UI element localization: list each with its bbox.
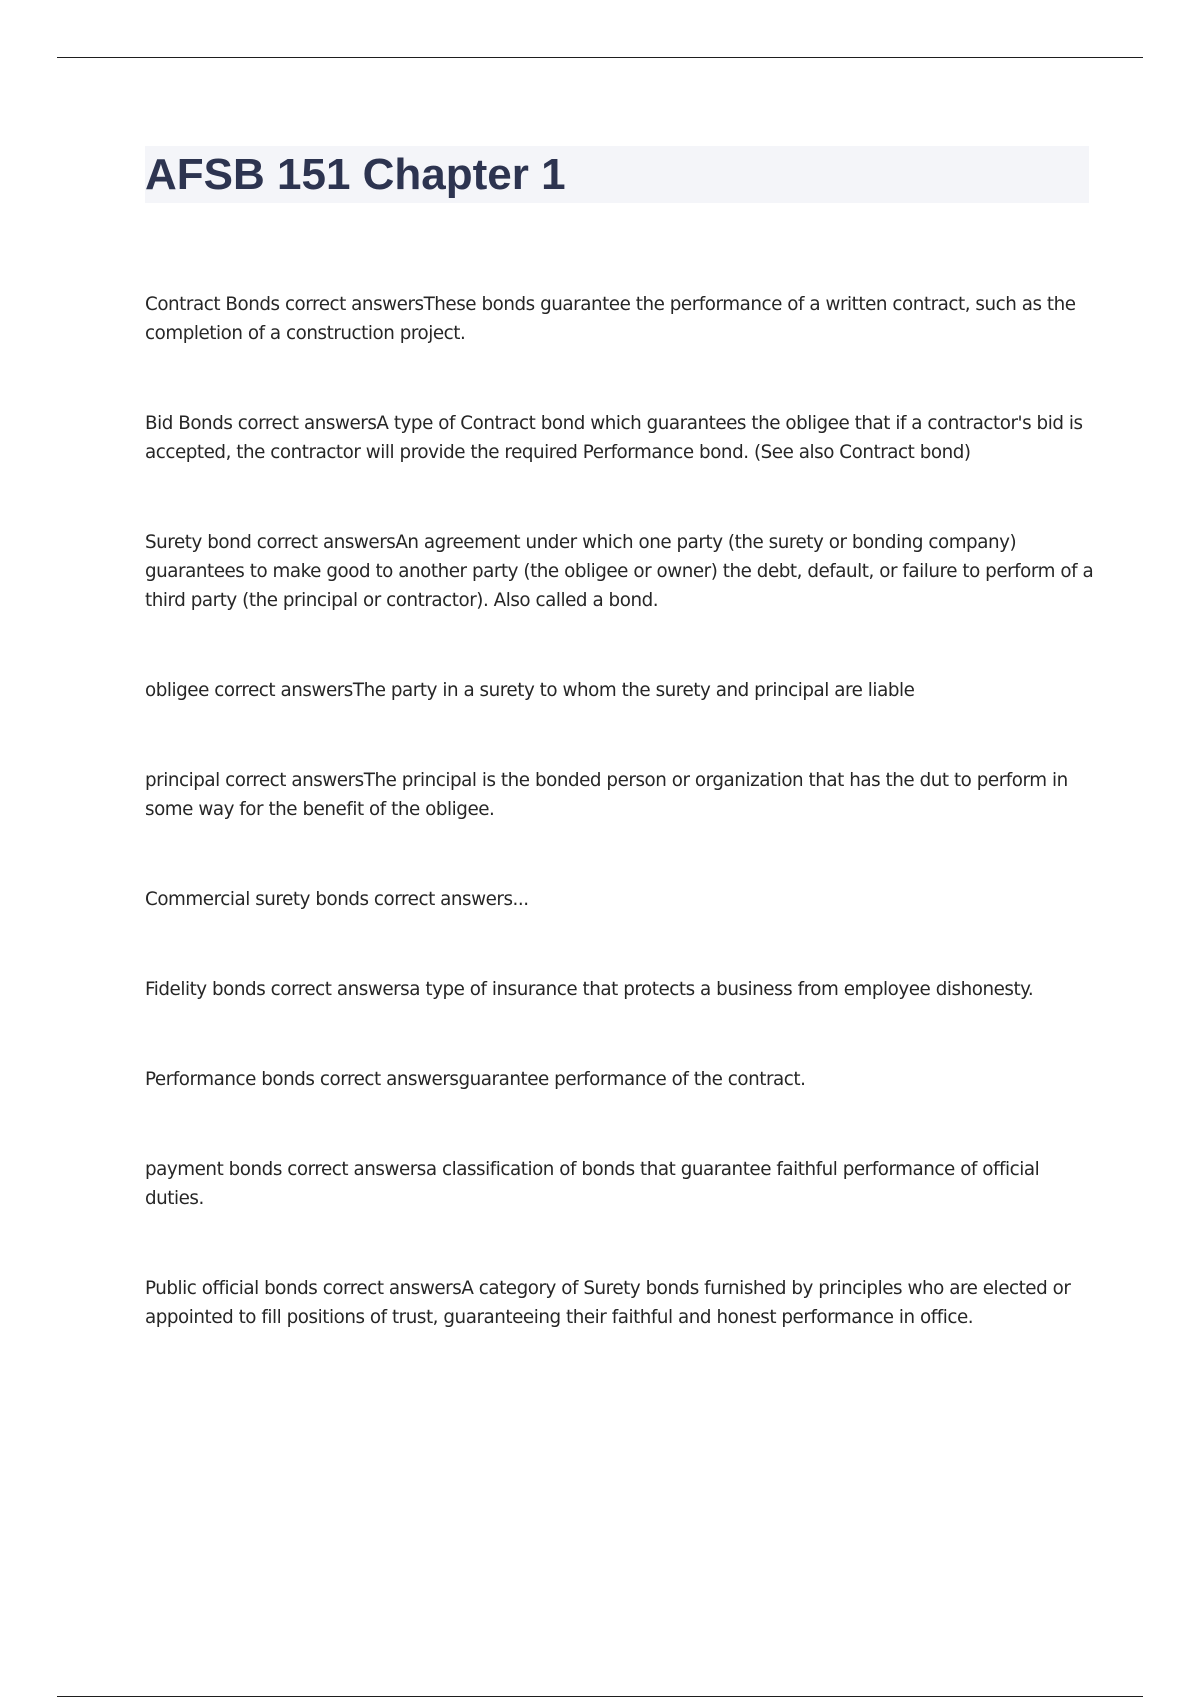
flashcard-entry-surety-bond: Surety bond correct answersAn agreement under which one party (the surety or bonding company) guarantees to make good to another party (the obligee or owner) the debt, default, or failure to perform of a third party (the principal or contractor). Also called a bond. <box>145 532 1094 611</box>
flashcard-list <box>145 290 1095 1332</box>
page-title: AFSB 151 Chapter 1 <box>145 150 566 199</box>
flashcard-entry-bid-bonds: Bid Bonds correct answersA type of Contract bond which guarantees the obligee that if a contractor's bid is accepted, the contractor will provide the required Performance bond. (See also Contract bond) <box>145 413 1083 463</box>
flashcard-entry-obligee: obligee correct answersThe party in a surety to whom the surety and principal are liable <box>145 680 915 701</box>
flashcard-entry-fidelity-bonds: Fidelity bonds correct answersa type of insurance that protects a business from employee dishonesty. <box>145 979 1034 1000</box>
flashcard-entry-commercial-surety-bonds: Commercial surety bonds correct answers... <box>145 889 529 910</box>
flashcard-entry-public-official-bonds: Public official bonds correct answersA category of Surety bonds furnished by principles who are elected or appointed to fill positions of trust, guaranteeing their faithful and honest performance in office. <box>145 1278 1071 1328</box>
top-divider <box>57 57 1143 58</box>
flashcard-entry-payment-bonds: payment bonds correct answersa classification of bonds that guarantee faithful performance of official duties. <box>145 1159 1040 1209</box>
flashcard-entry-principal: principal correct answersThe principal is the bonded person or organization that has the dut to perform in some way for the benefit of the obligee. <box>145 770 1068 820</box>
flashcard-entry-contract-bonds: Contract Bonds correct answersThese bonds guarantee the performance of a written contract, such as the completion of a construction project. <box>145 294 1076 344</box>
bottom-divider <box>57 1696 1143 1697</box>
flashcard-entry-performance-bonds: Performance bonds correct answersguarantee performance of the contract. <box>145 1069 806 1090</box>
